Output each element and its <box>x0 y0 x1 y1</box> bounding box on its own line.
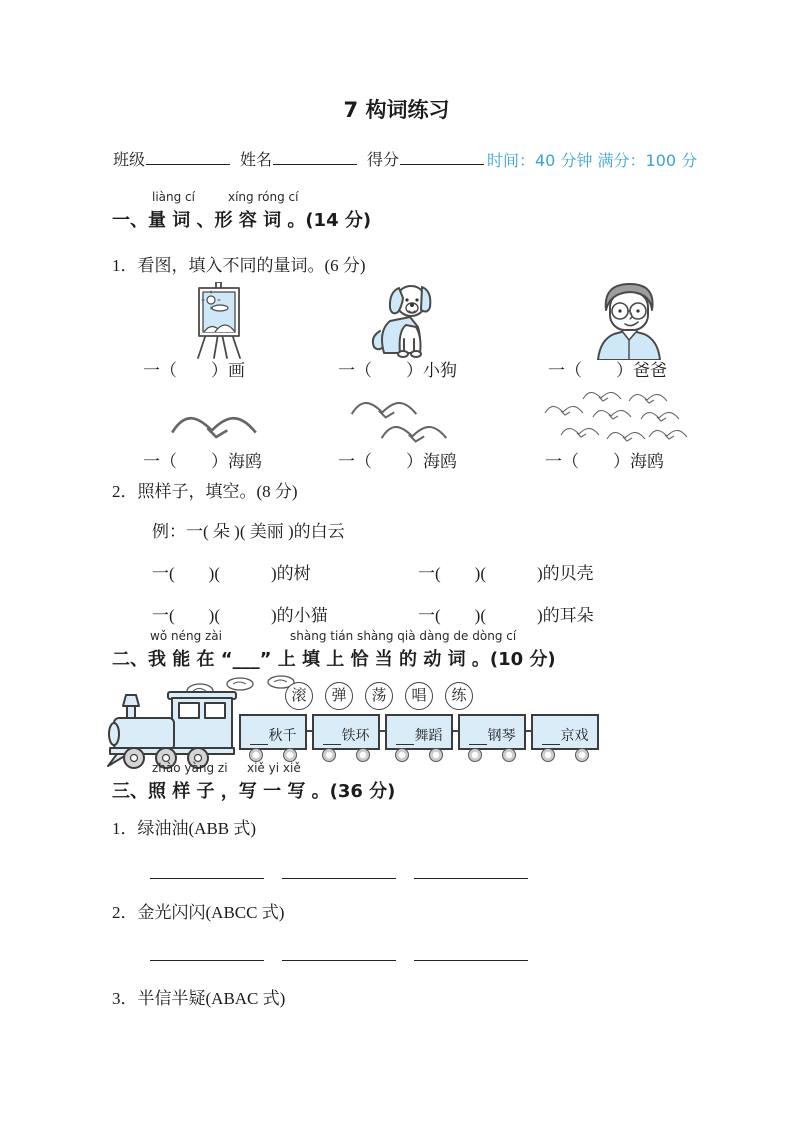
answer-blank <box>150 950 264 961</box>
car-wheel <box>429 748 443 762</box>
car-blank <box>396 733 414 745</box>
car-blank <box>323 733 341 745</box>
section3-item: 3．半信半疑(ABAC 式) <box>112 989 286 1008</box>
car-wheel <box>541 748 555 762</box>
q2-example: 例：一( 朵 )( 美丽 )的白云 <box>152 522 345 541</box>
score-blank <box>400 150 484 165</box>
quantifier-caption: 一（ ）小狗 <box>338 361 457 380</box>
section2-pinyin-left: wǒ néng zài <box>150 629 222 643</box>
page-title: 7 构词练习 <box>343 98 450 122</box>
car-wheel <box>575 748 589 762</box>
coupler <box>380 730 386 732</box>
quantifier-caption: 一（ ）海鸥 <box>545 452 664 471</box>
coupler <box>526 730 532 732</box>
answer-blank <box>150 868 264 879</box>
two-seagulls-image <box>348 390 452 450</box>
car-blank <box>250 733 268 745</box>
section3-item: 2．金光闪闪(ABCC 式) <box>112 903 285 922</box>
quantifier-caption: 一（ ）海鸥 <box>338 452 457 471</box>
seagull-flock-image <box>536 386 692 456</box>
car-wheel <box>356 748 370 762</box>
car-blank <box>542 733 560 745</box>
car-wheel <box>322 748 336 762</box>
score-label: 得分 <box>367 152 400 169</box>
section1-heading: 一、量 词 、形 容 词 。(14 分) <box>112 210 372 231</box>
car-wheel <box>502 748 516 762</box>
easel-painting-image <box>190 282 248 359</box>
train-car <box>531 714 599 750</box>
section1-q1-text: 1．看图，填入不同的量词。(6 分) <box>112 256 366 275</box>
answer-blank <box>282 868 396 879</box>
section2-pinyin-right: shàng tián shàng qià dàng de dòng cí <box>290 629 517 643</box>
verb-circle: 弹 <box>325 682 353 710</box>
train-car <box>385 714 453 750</box>
section1-q2-text: 2．照样子，填空。(8 分) <box>112 482 298 501</box>
car-word: 舞蹈 <box>414 729 443 744</box>
name-blank <box>273 150 357 165</box>
car-word: 铁环 <box>341 729 370 744</box>
student-info-row <box>113 147 490 170</box>
q2-fill: 一( )( )的小猫 <box>152 606 328 625</box>
name-label: 姓名 <box>240 152 273 169</box>
quantifier-caption: 一（ ）海鸥 <box>143 452 262 471</box>
section3-item: 1．绿油油(ABB 式) <box>112 819 257 838</box>
car-wheel <box>395 748 409 762</box>
verb-circle: 练 <box>445 682 473 710</box>
one-seagull-image <box>166 398 262 446</box>
verb-circle: 荡 <box>365 682 393 710</box>
train-car <box>239 714 307 750</box>
answer-blank <box>414 950 528 961</box>
time-score-info: 时间：40 分钟 满分：100 分 <box>487 151 698 170</box>
puppy-image <box>368 281 442 359</box>
q2-fill: 一( )( )的耳朵 <box>418 606 594 625</box>
class-blank <box>146 150 230 165</box>
coupler <box>453 730 459 732</box>
class-label: 班级 <box>113 152 146 169</box>
answer-blank <box>282 950 396 961</box>
car-wheel <box>283 748 297 762</box>
car-word: 京戏 <box>560 729 589 744</box>
car-word: 秋千 <box>268 729 297 744</box>
verb-circle: 唱 <box>405 682 433 710</box>
quantifier-caption: 一（ ）画 <box>143 361 245 380</box>
q2-fill: 一( )( )的贝壳 <box>418 564 594 583</box>
coupler <box>307 730 313 732</box>
car-wheel <box>468 748 482 762</box>
section1-pinyin-right: xíng róng cí <box>228 190 299 204</box>
section3-pinyin-right: xiě yi xiě <box>247 761 301 775</box>
verb-circle: 滚 <box>285 682 313 710</box>
train-illustration <box>106 672 618 770</box>
train-car <box>312 714 380 750</box>
quantifier-caption: 一（ ）爸爸 <box>548 361 667 380</box>
section3-heading: 三、照 样 子 ，写 一 写 。(36 分) <box>112 781 396 802</box>
car-blank <box>469 733 487 745</box>
car-word: 钢琴 <box>487 729 516 744</box>
locomotive-icon <box>106 680 238 770</box>
father-image <box>590 280 668 360</box>
car-wheel <box>249 748 263 762</box>
section1-pinyin-left: liàng cí <box>152 190 195 204</box>
train-car <box>458 714 526 750</box>
section3-pinyin-left: zhào yàng zi <box>152 761 228 775</box>
section2-heading: 二、我 能 在 “___” 上 填 上 恰 当 的 动 词 。(10 分) <box>112 649 556 670</box>
answer-blank <box>414 868 528 879</box>
q2-fill: 一( )( )的树 <box>152 564 311 583</box>
